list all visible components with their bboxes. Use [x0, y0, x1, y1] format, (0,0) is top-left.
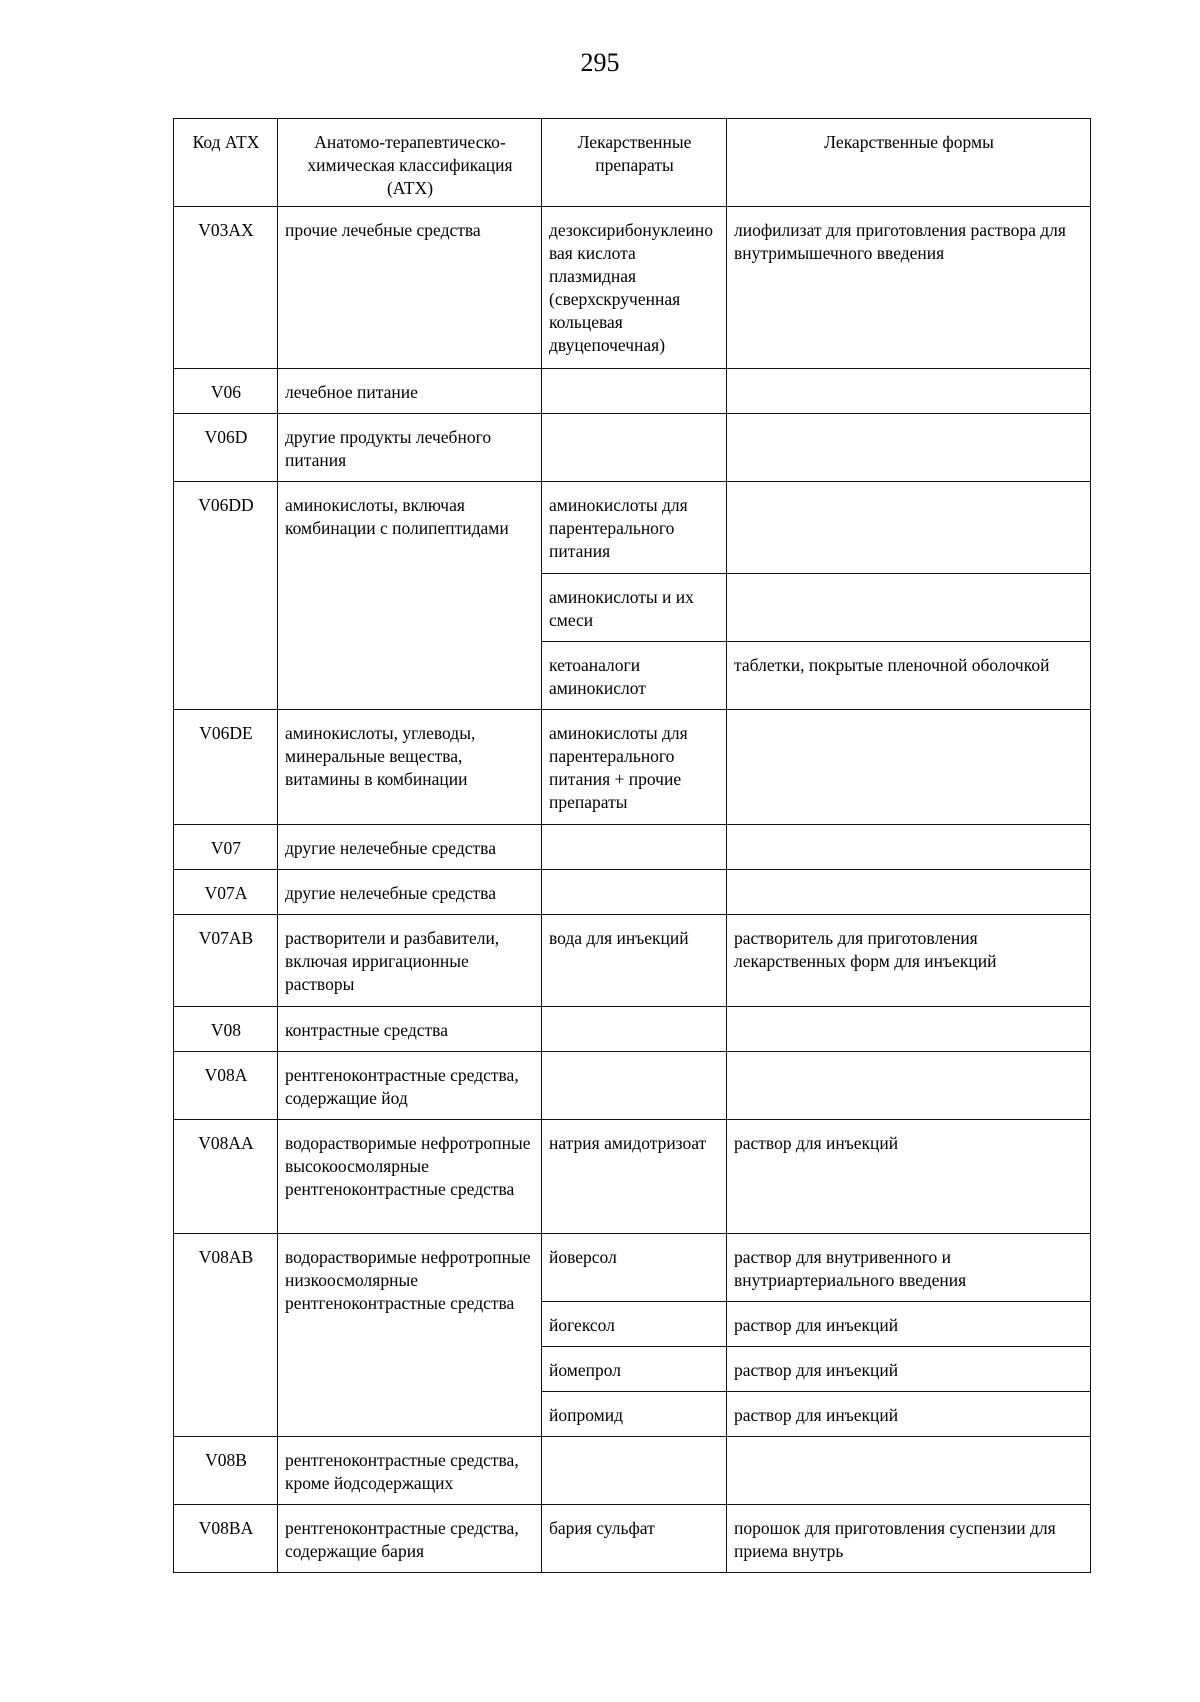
drug-name: аминокислоты для парентерального питания [542, 482, 727, 574]
dosage-form [727, 369, 1091, 414]
header-forms: Лекарственные формы [727, 119, 1091, 207]
atc-code: V08AB [174, 1234, 278, 1437]
table-row [174, 710, 1091, 825]
table-row [174, 825, 1091, 870]
classification-name: растворители и разбавители, включая ирригационные растворы [278, 915, 542, 1007]
drug-name [542, 369, 727, 414]
classification-name: другие нелечебные средства [278, 825, 542, 870]
classification-name: другие продукты лечебного питания [278, 414, 542, 482]
drug-name: аминокислоты и их смеси [542, 574, 727, 642]
dosage-form [727, 574, 1091, 642]
atc-code: V07AB [174, 915, 278, 1007]
classification-name: рентгеноконтрастные средства, содержащие йод [278, 1052, 542, 1120]
dosage-form: лиофилизат для приготовления раствора для внутримышечного введения [727, 207, 1091, 369]
dosage-form: раствор для инъекций [727, 1120, 1091, 1234]
dosage-form [727, 414, 1091, 482]
classification-name: водорастворимые нефротропные низкоосмолярные рентгеноконтрастные средства [278, 1234, 542, 1437]
classification-name: рентгеноконтрастные средства, кроме йодсодержащих [278, 1437, 542, 1505]
table-row [174, 1234, 1091, 1302]
table-row [174, 870, 1091, 915]
atc-code: V03AX [174, 207, 278, 369]
atc-code: V07 [174, 825, 278, 870]
dosage-form [727, 1437, 1091, 1505]
dosage-form [727, 1052, 1091, 1120]
classification-name: рентгеноконтрастные средства, содержащие бария [278, 1505, 542, 1573]
header-code: Код АТХ [174, 119, 278, 207]
drug-name [542, 1052, 727, 1120]
atc-code: V08B [174, 1437, 278, 1505]
drug-name: кетоаналоги аминокислот [542, 642, 727, 710]
drug-name [542, 825, 727, 870]
classification-name: аминокислоты, углеводы, минеральные вещества, витамины в комбинации [278, 710, 542, 825]
atc-code: V06 [174, 369, 278, 414]
drug-name: йомепрол [542, 1347, 727, 1392]
dosage-form [727, 825, 1091, 870]
atc-code: V07A [174, 870, 278, 915]
atc-code: V08AA [174, 1120, 278, 1234]
atc-code: V08A [174, 1052, 278, 1120]
drug-name [542, 870, 727, 915]
header-classification: Анатомо-терапевтическо-химическая классификация (АТХ) [278, 119, 542, 207]
drug-name: йогексол [542, 1302, 727, 1347]
dosage-form [727, 1007, 1091, 1052]
page-number: 295 [580, 48, 620, 77]
dosage-form: порошок для приготовления суспензии для приема внутрь [727, 1505, 1091, 1573]
table-row [174, 414, 1091, 482]
table-row [174, 482, 1091, 574]
drug-name: аминокислоты для парентерального питания + прочие препараты [542, 710, 727, 825]
atc-code: V08 [174, 1007, 278, 1052]
classification-name: другие нелечебные средства [278, 870, 542, 915]
dosage-form [727, 710, 1091, 825]
atc-table [173, 118, 1091, 1573]
classification-name: прочие лечебные средства [278, 207, 542, 369]
drug-name: вода для инъекций [542, 915, 727, 1007]
drug-name: натрия амидотризоат [542, 1120, 727, 1234]
drug-name: бария сульфат [542, 1505, 727, 1573]
dosage-form: раствор для инъекций [727, 1302, 1091, 1347]
table-row [174, 1120, 1091, 1234]
atc-code: V08BA [174, 1505, 278, 1573]
header-row [174, 119, 1091, 207]
dosage-form [727, 870, 1091, 915]
atc-code: V06D [174, 414, 278, 482]
table-row [174, 915, 1091, 1007]
table-row [174, 1052, 1091, 1120]
table-row [174, 1007, 1091, 1052]
dosage-form: таблетки, покрытые пленочной оболочкой [727, 642, 1091, 710]
drug-name: йопромид [542, 1392, 727, 1437]
dosage-form: раствор для инъекций [727, 1392, 1091, 1437]
drug-name: дезоксирибонуклеиновая кислота плазмидная (сверхскрученная кольцевая двуцепочечная) [542, 207, 727, 369]
dosage-form [727, 482, 1091, 574]
classification-name: лечебное питание [278, 369, 542, 414]
header-drugs: Лекарственные препараты [542, 119, 727, 207]
table-row [174, 1437, 1091, 1505]
drug-name: йоверсол [542, 1234, 727, 1302]
classification-name: аминокислоты, включая комбинации с полипептидами [278, 482, 542, 710]
table-row [174, 1505, 1091, 1573]
dosage-form: растворитель для приготовления лекарственных форм для инъекций [727, 915, 1091, 1007]
atc-code: V06DD [174, 482, 278, 710]
table-row [174, 207, 1091, 369]
table-row [174, 369, 1091, 414]
classification-name: водорастворимые нефротропные высокоосмолярные рентгеноконтрастные средства [278, 1120, 542, 1234]
dosage-form: раствор для инъекций [727, 1347, 1091, 1392]
drug-name [542, 1437, 727, 1505]
classification-name: контрастные средства [278, 1007, 542, 1052]
drug-name [542, 414, 727, 482]
drug-name [542, 1007, 727, 1052]
dosage-form: раствор для внутривенного и внутриартериального введения [727, 1234, 1091, 1302]
atc-code: V06DE [174, 710, 278, 825]
